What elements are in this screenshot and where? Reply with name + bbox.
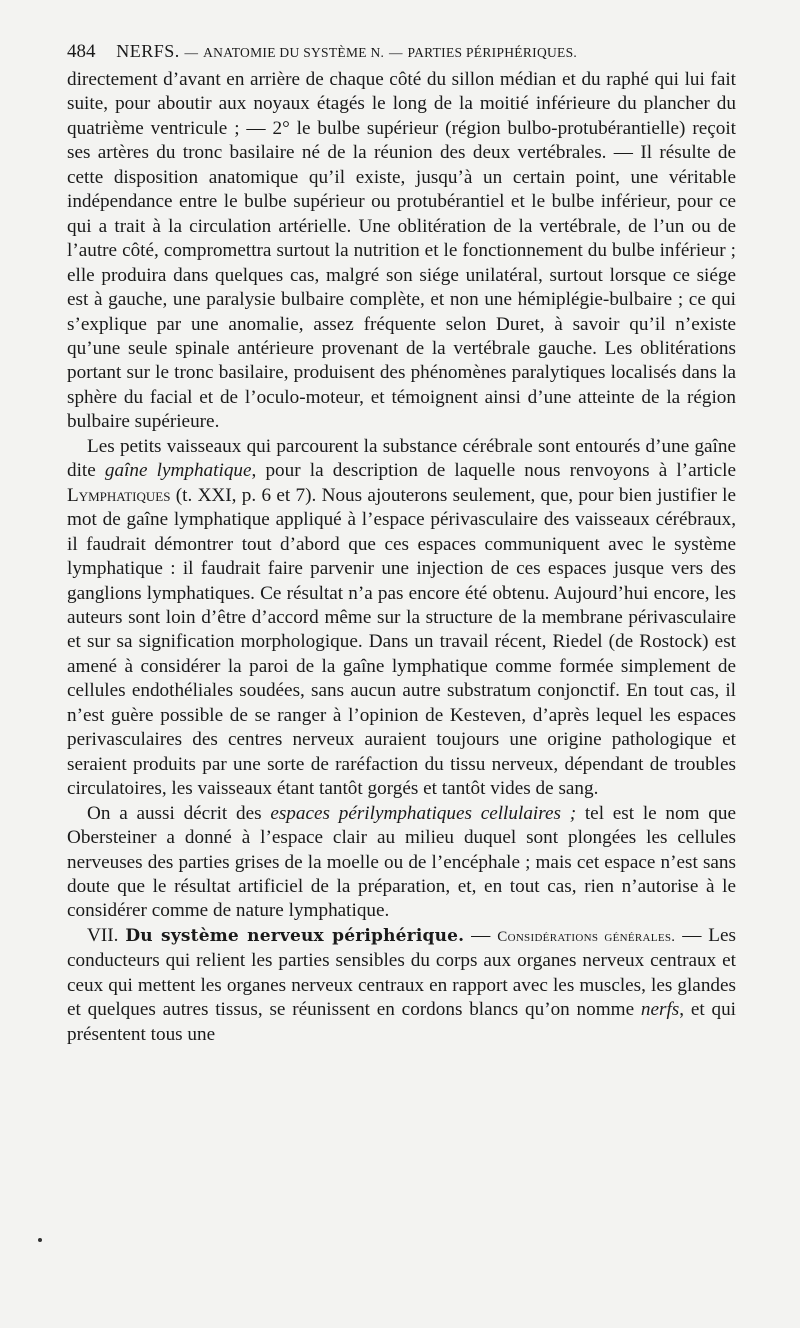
header-subsection: PARTIES PÉRIPHÉRIQUES. [407,45,578,60]
section-number: VII. [87,924,119,946]
section-heading: Du système nerveux périphérique. [125,925,465,946]
paragraph-text: , et qui présentent tous une [67,999,736,1045]
italic-term: espaces périlymphatiques cellulaires ; [270,802,577,824]
paragraph-text: directement d’avant en arrière de chaque côté du sillon médian et du raphé qui lui fait suite, pour aboutir aux noyaux étagés le long de la moitié inférieure du plancher du quatrième ventricule ; — 2° le bulbe supérieur (région bulbo-protubérantielle) reçoit ses artères du tronc basilaire né de la réunion des deux vertébrales. — Il résulte de cette disposition anatomique qu’il existe, jusqu’à un certain point, une véritable indépendance entre le bulbe supérieur ou protubérantiel et le bulbe inférieur, pour ce qui a trait à la circulation artérielle. Une oblitération de la vertébrale, de l’un ou de l’autre côté, compromettra surtout la nutrition et le fonctionnement du bulbe inférieur ; elle produira dans quelques cas, malgré son siége unilatéral, surtout lorsque ce siége est à gauche, une paralysie bulbaire complète, et non une hémiplégie-bulbaire ; ce qui s’explique par une anomalie, assez fréquente selon Duret, à savoir qu’il n’existe qu’une seule spinale antérieure provenant de la vertébrale gauche. Les oblitérations portant sur le tronc basilaire, produisent des phénomènes paralytiques localisés dans la sphère du facial et de l’oculo-moteur, et témoignent ainsi d’une atteinte de la région bulbaire supérieure. [67,69,736,433]
paragraph-text: — Les conducteurs qui relient les parties sensibles du corps aux organes nerveux centraux et ceux qui mettent les organes nerveux centraux en rapport avec les muscles, les glandes et quelques autres tissus, se réunissent en cordons blancs qu’on nomme [67,924,736,1021]
header-section: ANATOMIE DU SYSTÈME N. [203,45,385,60]
header-title: NERFS. [116,41,180,61]
page-number: 484 [67,41,96,62]
paragraph-text: , pour la description de laquelle nous renvoyons à l’article [251,460,736,482]
header-dash-1: — [184,45,199,60]
margin-mark [38,1238,42,1242]
paragraph-espaces-perilymphatiques [67,802,736,924]
body-text [67,68,736,1047]
italic-term: nerfs [640,999,680,1021]
paragraph-bulbe-circulation [67,68,736,435]
paragraph-text: (t. XXI, p. 6 et 7). Nous ajouterons seulement, que, pour bien justifier le mot de gaîne lymphatique appliqué à l’espace périvasculaire des vaisseaux cérébraux, il faudrait démontrer tout d’abord que ces espaces communiquent avec le système lymphatique : il faudrait faire parvenir une injection de ces espaces jusque vers des ganglions lymphatiques. Ce résultat n’a pas encore été obtenu. Aujourd’hui encore, les auteurs sont loin d’être d’accord même sur la structure de la membrane périvasculaire et sur sa signification morphologique. Dans un travail récent, Riedel (de Rostock) est amené à considérer la paroi de la gaîne lymphatique comme formée simplement de cellules endothéliales soudées, sans aucun autre substratum conjonctif. En tout cas, il n’est guère possible de se ranger à l’opinion de Kesteven, d’après lequel les espaces perivasculaires des centres nerveux auraient toujours une origine pathologique et seraient produits par une sorte de raréfaction du tissu nerveux, dépendant de troubles circulatoires, les vaisseaux étant tantôt gorgés et tantôt vides de sang. [67,484,736,800]
section-subheading: Considérations générales. [497,928,676,945]
heading-dash: — [464,924,498,946]
paragraph-text: Les petits vaisseaux qui parcourent la substance cérébrale sont entourés d’une gaîne dite [67,435,736,482]
running-header [67,38,739,64]
article-reference: Lymphatiques [67,484,171,506]
paragraph-text: On a aussi décrit des [87,802,271,824]
header-dash-2: — [388,45,403,60]
paragraph-text: tel est le nom que Obersteiner a donné à l’espace clair au milieu duquel sont plongées les cellules nerveuses des parties grises de la moelle ou de l’encéphale ; mais cet espace n’est sans doute que le résultat artificiel de la préparation, et, en tout cas, rien n’autorise à le considérer comme de nature lymphatique. [67,802,736,922]
paragraph-systeme-peripherique [67,924,736,1047]
italic-term: gaîne lymphatique [104,460,252,482]
paragraph-gaine-lymphatique [67,435,736,802]
